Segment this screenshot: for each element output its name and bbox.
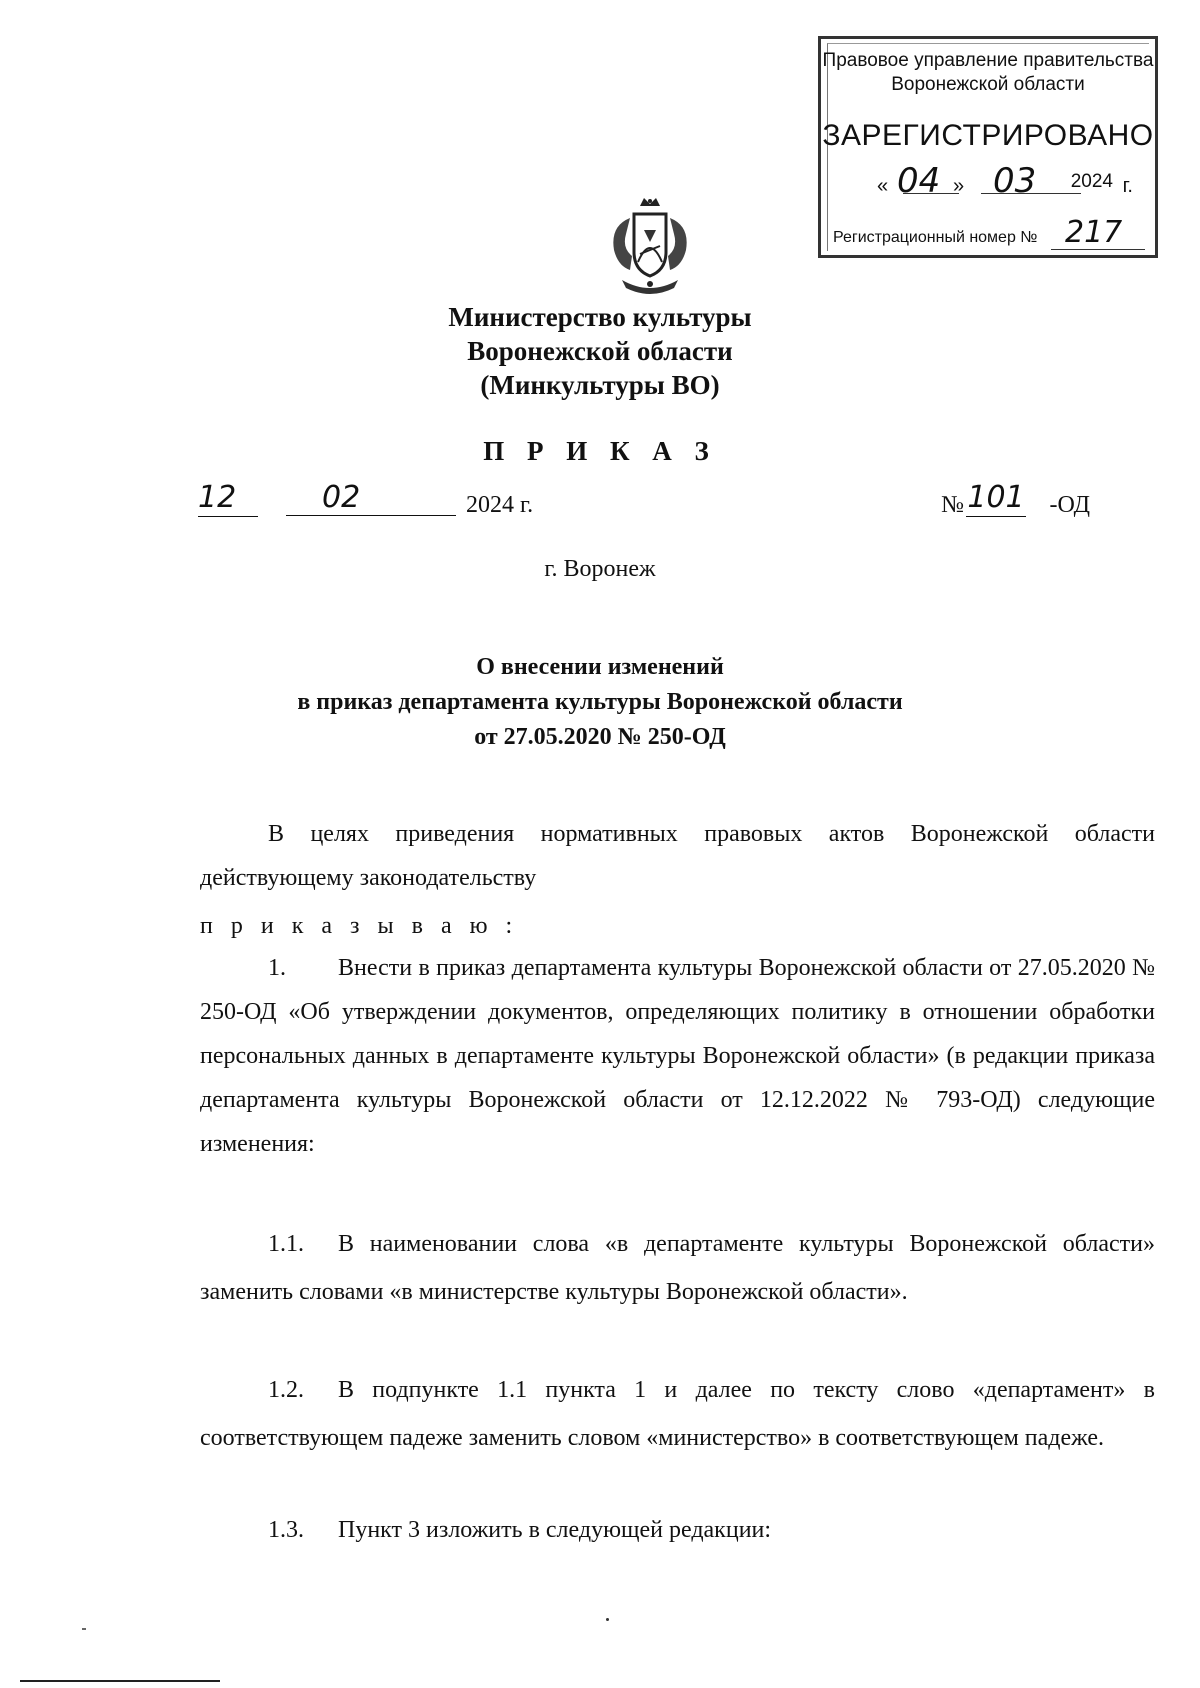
stamp-registration (829, 215, 1151, 251)
organization-header (0, 300, 1200, 402)
footer-rule (20, 1680, 220, 1682)
paragraph-1-3 (200, 1506, 771, 1554)
paragraph-1-number: 1. (268, 955, 286, 981)
org-line-1: Министерство культуры (448, 302, 752, 332)
order-number-label: № (941, 492, 964, 518)
stamp-date-year: 2024 (1070, 171, 1113, 192)
city: г. Воронеж (544, 556, 656, 582)
paragraph-1-1 (200, 1220, 1155, 1316)
order-day: 12 (198, 480, 258, 517)
stamp-reg-number: 217 (1065, 215, 1123, 250)
stamp-date-day: 04 (897, 161, 941, 201)
coat-of-arms-icon (600, 196, 700, 298)
paragraph-1 (200, 946, 1155, 1166)
command-word: п р и к а з ы в а ю : (200, 913, 519, 939)
title-line-3: от 27.05.2020 № 250-ОД (474, 724, 726, 750)
paragraph-1-1-number: 1.1. (268, 1231, 304, 1257)
stamp-status: ЗАРЕГИСТРИРОВАНО (822, 119, 1154, 152)
paragraph-1-3-number: 1.3. (268, 1517, 304, 1543)
order-year: 2024 г. (466, 492, 534, 518)
document-title (0, 650, 1200, 755)
order-number-suffix: -ОД (1049, 492, 1090, 518)
org-line-2: Воронежской области (467, 336, 733, 366)
stamp-date-year-suffix: г. (1122, 175, 1133, 197)
stamp-organization: Правовое управление правительства Воронежской области (822, 50, 1154, 95)
document-type: П Р И К А З (483, 436, 717, 466)
paragraph-1-1-text: В наименовании слова «в департаменте культуры Воронежской области» заменить словами «в министерстве культуры Воронежской области». (200, 1231, 1155, 1305)
stamp-date-close-quote: » (953, 175, 965, 197)
stamp-reg-label: Регистрационный номер № (833, 229, 1038, 246)
stamp-date-open-quote: « (877, 175, 889, 197)
paragraph-1-text: Внести в приказ департамента культуры Воронежской области от 27.05.2020 № 250-ОД «Об утверждении документов, определяющих политику в отношении обработки персональных данных в департаменте культуры Воронежской области» (в редакции приказа департамента культуры Воронежской области от 12.12.2022 № 793-ОД) следующие изменения: (200, 955, 1155, 1157)
paragraph-1-3-text: Пункт 3 изложить в следующей редакции: (338, 1517, 772, 1543)
stamp-date-month: 03 (993, 161, 1037, 201)
intro-paragraph: В целях приведения нормативных правовых актов Воронежской области действующему законодательству (200, 821, 1155, 891)
scan-speck (606, 1618, 609, 1621)
org-line-3: (Минкультуры ВО) (480, 370, 720, 400)
order-month: 02 (286, 480, 456, 516)
registration-stamp (818, 36, 1158, 258)
order-date-number-line (190, 480, 1090, 526)
stamp-date (841, 163, 1145, 203)
paragraph-1-2 (200, 1366, 1155, 1462)
scan-speck (82, 1628, 86, 1630)
title-line-2: в приказ департамента культуры Воронежской области (297, 689, 903, 715)
order-number: 101 (967, 480, 1025, 515)
title-line-1: О внесении изменений (476, 654, 724, 680)
paragraph-1-2-text: В подпункте 1.1 пункта 1 и далее по тексту слово «департамент» в соответствующем падеже заменить словом «министерство» в соответствующем падеже. (200, 1377, 1155, 1451)
paragraph-1-2-number: 1.2. (268, 1377, 304, 1403)
